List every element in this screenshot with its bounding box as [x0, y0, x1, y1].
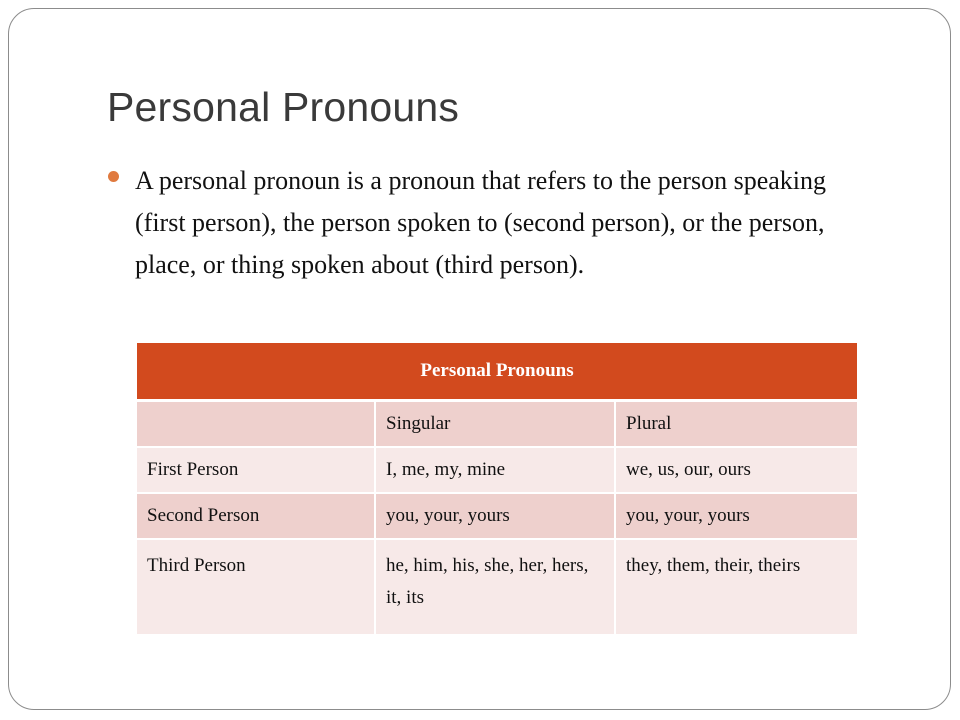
row-label: Third Person — [137, 539, 375, 635]
column-header-row — [137, 401, 857, 448]
plural-cell: we, us, our, ours — [615, 447, 857, 493]
slide-title: Personal Pronouns — [107, 84, 460, 130]
singular-cell: you, your, yours — [375, 493, 615, 539]
plural-cell: they, them, their, theirs — [615, 539, 857, 635]
column-header-singular: Singular — [375, 401, 615, 448]
bullet-item — [108, 160, 868, 286]
row-label: Second Person — [137, 493, 375, 539]
table-header: Personal Pronouns — [137, 343, 857, 401]
row-label: First Person — [137, 447, 375, 493]
table-header-row — [137, 343, 857, 401]
table-row — [137, 447, 857, 493]
column-header-empty — [137, 401, 375, 448]
bullet-dot-icon — [108, 171, 119, 182]
pronouns-table — [137, 343, 857, 636]
table-row — [137, 493, 857, 539]
bullet-text: A personal pronoun is a pronoun that refers to the person speaking (first person), the person spoken to (second person), or the person, place, or thing spoken about (third person). — [135, 166, 827, 279]
singular-cell: he, him, his, she, her, hers, it, its — [375, 539, 615, 635]
plural-cell: you, your, yours — [615, 493, 857, 539]
singular-cell: I, me, my, mine — [375, 447, 615, 493]
column-header-plural: Plural — [615, 401, 857, 448]
table-row — [137, 539, 857, 635]
